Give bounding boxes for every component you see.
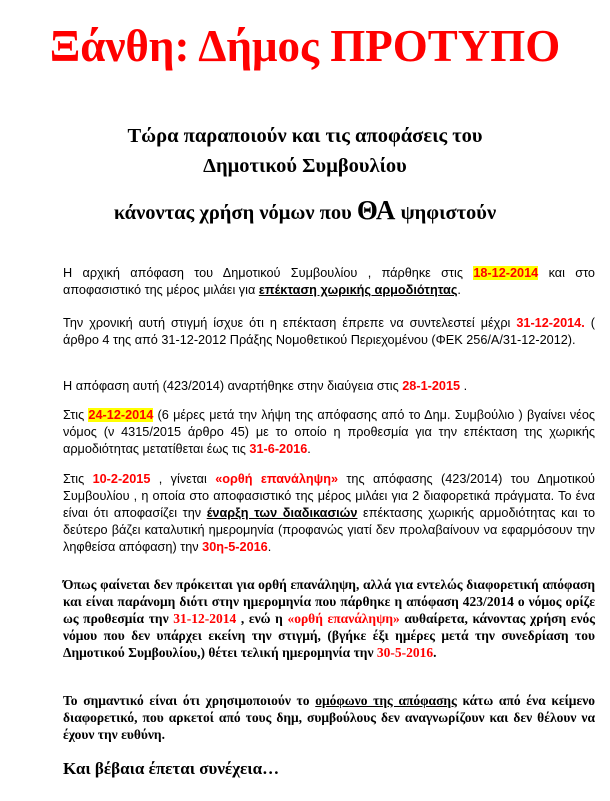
p6-quote: «ορθή επανάληψη» bbox=[287, 611, 400, 626]
paragraph-7 bbox=[63, 692, 595, 743]
p6-text-3: αυθαίρετα, κάνοντας χρήση ενός νόμου που δεν υπάρχει εκείνη την στιγμή, (βγήκε έξι ημέρες μετά την συνεδρίαση του Δημοτικού Συμβουλίου,) θέτει τελική ημερομηνία την bbox=[63, 611, 595, 660]
p5-text-2: , γίνεται bbox=[150, 472, 216, 486]
subtitle-line-3 bbox=[0, 195, 610, 228]
p4-text-1: Στις bbox=[63, 408, 89, 422]
p5-text-4: επέκτασης χωρικής αρμοδιότητας και το δεύτερο βάζει καταλυτική ημερομηνία (προφανώς γιατί δεν προλαβαίνουν να εφαρμόσουν την ληφθείσα απόφαση) την bbox=[63, 506, 595, 554]
subtitle-line-3-end: ψηφιστούν bbox=[400, 202, 497, 224]
p6-text-1: Όπως φαίνεται δεν πρόκειται για ορθή επανάληψη, αλλά για εντελώς διαφορετική απόφαση και είναι παράνομη διότι στην ημερομηνία που πάρθηκε η απόφαση 423/2014 ο νόμος ορίζε ως προθεσμία την bbox=[63, 577, 595, 626]
p5-date-2: 30η-5-2016 bbox=[202, 540, 268, 554]
p6-date-2: 30-5-2016 bbox=[376, 645, 434, 660]
p7-text-2: κάτω από ένα κείμενο διαφορετικό, που αρκετοί από τους δημ, συμβούλους δεν αναγνωρίζουν και δεν θέλουν να έχουν την ευθύνη. bbox=[63, 693, 595, 742]
p5-emphasis: έναρξη των διαδικασιών bbox=[206, 506, 358, 520]
p4-text-3: . bbox=[307, 442, 311, 456]
p6-date: 31-12-2014 bbox=[173, 611, 237, 626]
paragraph-1 bbox=[63, 265, 595, 299]
p3-date: 28-1-2015 bbox=[402, 379, 461, 393]
p1-text-2: και στο αποφασιστικό της μέρος μιλάει για bbox=[63, 266, 595, 297]
p6-text-2: , ενώ η bbox=[236, 611, 288, 626]
page-title: Ξάνθη: Δήμος ΠΡΟΤΥΠΟ bbox=[49, 21, 561, 71]
paragraph-3 bbox=[63, 378, 595, 395]
p3-text-1: Η απόφαση αυτή (423/2014) αναρτήθηκε στην διαύγεια στις bbox=[63, 379, 403, 393]
p2-text-2: ( άρθρο 4 της από 31-12-2012 Πράξης Νομοθετικού Περιεχομένου (ΦΕΚ 256/Α/31-12-2012). bbox=[63, 316, 595, 347]
p3-text-2: . bbox=[460, 379, 468, 393]
p5-quote: «ορθή επανάληψη» bbox=[215, 472, 339, 486]
paragraph-4 bbox=[63, 407, 595, 458]
p5-date: 10-2-2015 bbox=[92, 472, 151, 486]
p4-text-2: (6 μέρες μετά την λήψη της απόφασης από το Δημ. Συμβούλιο ) βγαίνει νέος νόμος (ν 4315/2015 άρθρο 45) με το οποίο η προθεσμία για την επέκταση της χωρικής αρμοδιότητας μετατίθεται έως τις bbox=[63, 408, 595, 456]
paragraph-5 bbox=[63, 471, 595, 556]
closing-line: Και βέβαια έπεται συνέχεια… bbox=[63, 759, 280, 778]
p1-text-3: . bbox=[457, 283, 461, 297]
paragraph-2 bbox=[63, 315, 595, 349]
p7-text-1: Το σημαντικό είναι ότι χρησιμοποιούν το bbox=[63, 693, 316, 708]
p4-date-highlight: 24-12-2014 bbox=[88, 408, 154, 422]
p2-text-1: Την χρονική αυτή στιγμή ίσχυε ότι η επέκταση έπρεπε να συντελεστεί μέχρι bbox=[63, 316, 517, 330]
subtitle-emphasis-tha: ΘΑ bbox=[356, 195, 396, 225]
p5-text-1: Στις bbox=[63, 472, 93, 486]
subtitle-line-3-start: κάνοντας χρήση νόμων που bbox=[113, 202, 352, 224]
p5-text-5: . bbox=[267, 540, 272, 554]
p1-date-highlight: 18-12-2014 bbox=[473, 266, 539, 280]
p5-text-3: της απόφασης (423/2014) του Δημοτικού Συμβουλίου , η οποία στο αποφασιστικό της μέρος μιλάει για 2 διαφορετικά πράγματα. Το ένα είναι ότι αποφασίζει την bbox=[63, 472, 595, 520]
paragraph-6 bbox=[63, 576, 595, 661]
subtitle-line-2: Δημοτικού Συμβουλίου bbox=[203, 155, 407, 177]
p1-emphasis: επέκταση χωρικής αρμοδιότητας bbox=[258, 283, 458, 297]
p1-text-1: Η αρχική απόφαση του Δημοτικού Συμβουλίου , πάρθηκε στις bbox=[63, 266, 474, 280]
subtitle-line-1: Τώρα παραποιούν και τις αποφάσεις του bbox=[127, 125, 483, 147]
p2-date: 31-12-2014. bbox=[516, 316, 585, 330]
p6-text-4: . bbox=[433, 645, 437, 660]
subtitle-block bbox=[0, 121, 610, 181]
p4-date-2: 31-6-2016 bbox=[249, 442, 308, 456]
p7-emphasis: ομόφωνο της απόφασης bbox=[315, 693, 457, 708]
